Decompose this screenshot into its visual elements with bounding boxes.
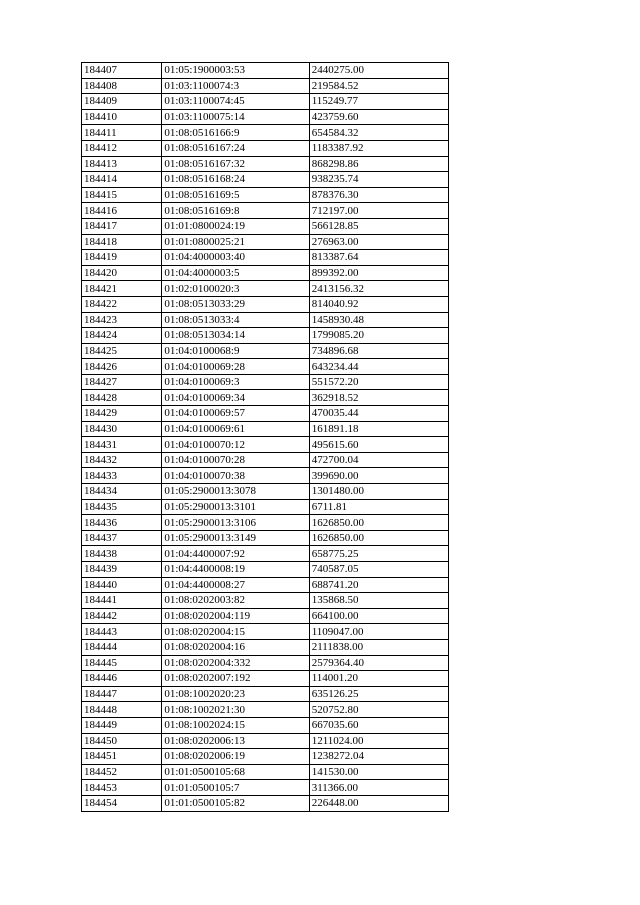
cadastral-number-cell: 01:01:0500105:7 [162, 780, 309, 796]
amount-cell: 654584.32 [309, 125, 448, 141]
table-row [82, 390, 449, 406]
record-id-cell: 184418 [82, 234, 162, 250]
amount-cell: 141530.00 [309, 764, 448, 780]
amount-cell: 1211024.00 [309, 733, 448, 749]
record-id-cell: 184436 [82, 515, 162, 531]
amount-cell: 115249.77 [309, 94, 448, 110]
cadastral-number-cell: 01:04:0100069:34 [162, 390, 309, 406]
table-row [82, 717, 449, 733]
cadastral-number-cell: 01:08:0516169:8 [162, 203, 309, 219]
record-id-cell: 184433 [82, 468, 162, 484]
record-id-cell: 184445 [82, 655, 162, 671]
table-row [82, 281, 449, 297]
cadastral-number-cell: 01:01:0800025:21 [162, 234, 309, 250]
record-id-cell: 184440 [82, 577, 162, 593]
cadastral-number-cell: 01:04:0100070:12 [162, 437, 309, 453]
table-row [82, 94, 449, 110]
table-row [82, 530, 449, 546]
table-row [82, 499, 449, 515]
record-id-cell: 184419 [82, 250, 162, 266]
cadastral-number-cell: 01:08:1002024:15 [162, 717, 309, 733]
record-id-cell: 184447 [82, 686, 162, 702]
amount-cell: 667035.60 [309, 717, 448, 733]
table-row [82, 795, 449, 811]
record-id-cell: 184412 [82, 140, 162, 156]
cadastral-number-cell: 01:04:0100070:38 [162, 468, 309, 484]
record-id-cell: 184439 [82, 562, 162, 578]
cadastral-number-cell: 01:01:0800024:19 [162, 218, 309, 234]
amount-cell: 311366.00 [309, 780, 448, 796]
amount-cell: 899392.00 [309, 265, 448, 281]
amount-cell: 868298.86 [309, 156, 448, 172]
records-table-body [82, 63, 449, 812]
cadastral-number-cell: 01:02:0100020:3 [162, 281, 309, 297]
table-row [82, 686, 449, 702]
amount-cell: 938235.74 [309, 172, 448, 188]
table-row [82, 780, 449, 796]
table-row [82, 421, 449, 437]
record-id-cell: 184411 [82, 125, 162, 141]
cadastral-number-cell: 01:08:0202004:15 [162, 624, 309, 640]
cadastral-number-cell: 01:08:0202003:82 [162, 593, 309, 609]
amount-cell: 740587.05 [309, 562, 448, 578]
table-row [82, 702, 449, 718]
cadastral-number-cell: 01:04:0100069:61 [162, 421, 309, 437]
amount-cell: 520752.80 [309, 702, 448, 718]
amount-cell: 362918.52 [309, 390, 448, 406]
table-row [82, 187, 449, 203]
table-row [82, 359, 449, 375]
amount-cell: 813387.64 [309, 250, 448, 266]
amount-cell: 1458930.48 [309, 312, 448, 328]
record-id-cell: 184444 [82, 639, 162, 655]
cadastral-number-cell: 01:04:4400008:19 [162, 562, 309, 578]
amount-cell: 114001.20 [309, 671, 448, 687]
amount-cell: 1183387.92 [309, 140, 448, 156]
record-id-cell: 184407 [82, 63, 162, 79]
cadastral-number-cell: 01:05:2900013:3149 [162, 530, 309, 546]
table-row [82, 250, 449, 266]
amount-cell: 1626850.00 [309, 530, 448, 546]
table-row [82, 624, 449, 640]
table-row [82, 156, 449, 172]
record-id-cell: 184410 [82, 109, 162, 125]
record-id-cell: 184421 [82, 281, 162, 297]
table-row [82, 749, 449, 765]
amount-cell: 6711.81 [309, 499, 448, 515]
table-row [82, 203, 449, 219]
table-row [82, 172, 449, 188]
record-id-cell: 184452 [82, 764, 162, 780]
cadastral-number-cell: 01:04:0100070:28 [162, 452, 309, 468]
record-id-cell: 184416 [82, 203, 162, 219]
amount-cell: 1799085.20 [309, 328, 448, 344]
cadastral-number-cell: 01:08:0202006:19 [162, 749, 309, 765]
record-id-cell: 184425 [82, 343, 162, 359]
cadastral-number-cell: 01:05:2900013:3078 [162, 484, 309, 500]
amount-cell: 472700.04 [309, 452, 448, 468]
cadastral-number-cell: 01:08:0516167:24 [162, 140, 309, 156]
cadastral-number-cell: 01:08:0202004:119 [162, 608, 309, 624]
amount-cell: 399690.00 [309, 468, 448, 484]
record-id-cell: 184454 [82, 795, 162, 811]
table-row [82, 406, 449, 422]
amount-cell: 423759.60 [309, 109, 448, 125]
table-row [82, 374, 449, 390]
cadastral-number-cell: 01:08:0513033:29 [162, 296, 309, 312]
amount-cell: 470035.44 [309, 406, 448, 422]
cadastral-number-cell: 01:08:0202006:13 [162, 733, 309, 749]
cadastral-number-cell: 01:04:4400008:27 [162, 577, 309, 593]
table-row [82, 764, 449, 780]
amount-cell: 161891.18 [309, 421, 448, 437]
record-id-cell: 184432 [82, 452, 162, 468]
record-id-cell: 184437 [82, 530, 162, 546]
cadastral-number-cell: 01:08:1002020:23 [162, 686, 309, 702]
record-id-cell: 184429 [82, 406, 162, 422]
record-id-cell: 184415 [82, 187, 162, 203]
cadastral-number-cell: 01:08:0516169:5 [162, 187, 309, 203]
amount-cell: 664100.00 [309, 608, 448, 624]
cadastral-number-cell: 01:08:0202004:332 [162, 655, 309, 671]
amount-cell: 712197.00 [309, 203, 448, 219]
record-id-cell: 184441 [82, 593, 162, 609]
table-row [82, 140, 449, 156]
cadastral-number-cell: 01:04:0100069:3 [162, 374, 309, 390]
amount-cell: 135868.50 [309, 593, 448, 609]
amount-cell: 688741.20 [309, 577, 448, 593]
table-row [82, 109, 449, 125]
record-id-cell: 184451 [82, 749, 162, 765]
cadastral-number-cell: 01:05:2900013:3106 [162, 515, 309, 531]
table-row [82, 296, 449, 312]
amount-cell: 1301480.00 [309, 484, 448, 500]
amount-cell: 566128.85 [309, 218, 448, 234]
amount-cell: 219584.52 [309, 78, 448, 94]
table-row [82, 515, 449, 531]
records-table [81, 62, 449, 812]
cadastral-number-cell: 01:04:0100068:9 [162, 343, 309, 359]
amount-cell: 1238272.04 [309, 749, 448, 765]
record-id-cell: 184438 [82, 546, 162, 562]
cadastral-number-cell: 01:08:0202007:192 [162, 671, 309, 687]
record-id-cell: 184448 [82, 702, 162, 718]
record-id-cell: 184435 [82, 499, 162, 515]
amount-cell: 1626850.00 [309, 515, 448, 531]
table-row [82, 655, 449, 671]
record-id-cell: 184449 [82, 717, 162, 733]
cadastral-number-cell: 01:03:1100074:3 [162, 78, 309, 94]
cadastral-number-cell: 01:05:1900003:53 [162, 63, 309, 79]
table-row [82, 312, 449, 328]
amount-cell: 276963.00 [309, 234, 448, 250]
table-row [82, 437, 449, 453]
cadastral-number-cell: 01:08:0513033:4 [162, 312, 309, 328]
table-row [82, 562, 449, 578]
cadastral-number-cell: 01:01:0500105:68 [162, 764, 309, 780]
record-id-cell: 184453 [82, 780, 162, 796]
table-row [82, 733, 449, 749]
amount-cell: 2111838.00 [309, 639, 448, 655]
amount-cell: 635126.25 [309, 686, 448, 702]
cadastral-number-cell: 01:03:1100074:45 [162, 94, 309, 110]
record-id-cell: 184446 [82, 671, 162, 687]
table-row [82, 671, 449, 687]
cadastral-number-cell: 01:08:0513034:14 [162, 328, 309, 344]
table-row [82, 125, 449, 141]
cadastral-number-cell: 01:08:0516166:9 [162, 125, 309, 141]
record-id-cell: 184427 [82, 374, 162, 390]
amount-cell: 495615.60 [309, 437, 448, 453]
table-row [82, 218, 449, 234]
amount-cell: 814040.92 [309, 296, 448, 312]
amount-cell: 1109047.00 [309, 624, 448, 640]
amount-cell: 734896.68 [309, 343, 448, 359]
table-row [82, 63, 449, 79]
amount-cell: 643234.44 [309, 359, 448, 375]
table-row [82, 546, 449, 562]
table-row [82, 78, 449, 94]
cadastral-number-cell: 01:03:1100075:14 [162, 109, 309, 125]
table-row [82, 593, 449, 609]
record-id-cell: 184426 [82, 359, 162, 375]
record-id-cell: 184428 [82, 390, 162, 406]
record-id-cell: 184408 [82, 78, 162, 94]
amount-cell: 878376.30 [309, 187, 448, 203]
record-id-cell: 184414 [82, 172, 162, 188]
record-id-cell: 184420 [82, 265, 162, 281]
table-row [82, 452, 449, 468]
table-row [82, 639, 449, 655]
record-id-cell: 184431 [82, 437, 162, 453]
table-row [82, 328, 449, 344]
table-row [82, 608, 449, 624]
cadastral-number-cell: 01:08:0516167:32 [162, 156, 309, 172]
amount-cell: 551572.20 [309, 374, 448, 390]
cadastral-number-cell: 01:08:1002021:30 [162, 702, 309, 718]
record-id-cell: 184442 [82, 608, 162, 624]
cadastral-number-cell: 01:08:0516168:24 [162, 172, 309, 188]
record-id-cell: 184434 [82, 484, 162, 500]
record-id-cell: 184409 [82, 94, 162, 110]
cadastral-number-cell: 01:04:4000003:5 [162, 265, 309, 281]
table-row [82, 484, 449, 500]
table-row [82, 234, 449, 250]
table-row [82, 577, 449, 593]
cadastral-number-cell: 01:04:4400007:92 [162, 546, 309, 562]
cadastral-number-cell: 01:04:0100069:28 [162, 359, 309, 375]
record-id-cell: 184424 [82, 328, 162, 344]
amount-cell: 658775.25 [309, 546, 448, 562]
cadastral-number-cell: 01:01:0500105:82 [162, 795, 309, 811]
record-id-cell: 184430 [82, 421, 162, 437]
table-row [82, 343, 449, 359]
table-row [82, 468, 449, 484]
amount-cell: 2413156.32 [309, 281, 448, 297]
record-id-cell: 184417 [82, 218, 162, 234]
cadastral-number-cell: 01:04:4000003:40 [162, 250, 309, 266]
record-id-cell: 184422 [82, 296, 162, 312]
record-id-cell: 184443 [82, 624, 162, 640]
table-row [82, 265, 449, 281]
cadastral-number-cell: 01:05:2900013:3101 [162, 499, 309, 515]
amount-cell: 226448.00 [309, 795, 448, 811]
amount-cell: 2440275.00 [309, 63, 448, 79]
record-id-cell: 184450 [82, 733, 162, 749]
record-id-cell: 184413 [82, 156, 162, 172]
record-id-cell: 184423 [82, 312, 162, 328]
amount-cell: 2579364.40 [309, 655, 448, 671]
cadastral-number-cell: 01:04:0100069:57 [162, 406, 309, 422]
cadastral-number-cell: 01:08:0202004:16 [162, 639, 309, 655]
